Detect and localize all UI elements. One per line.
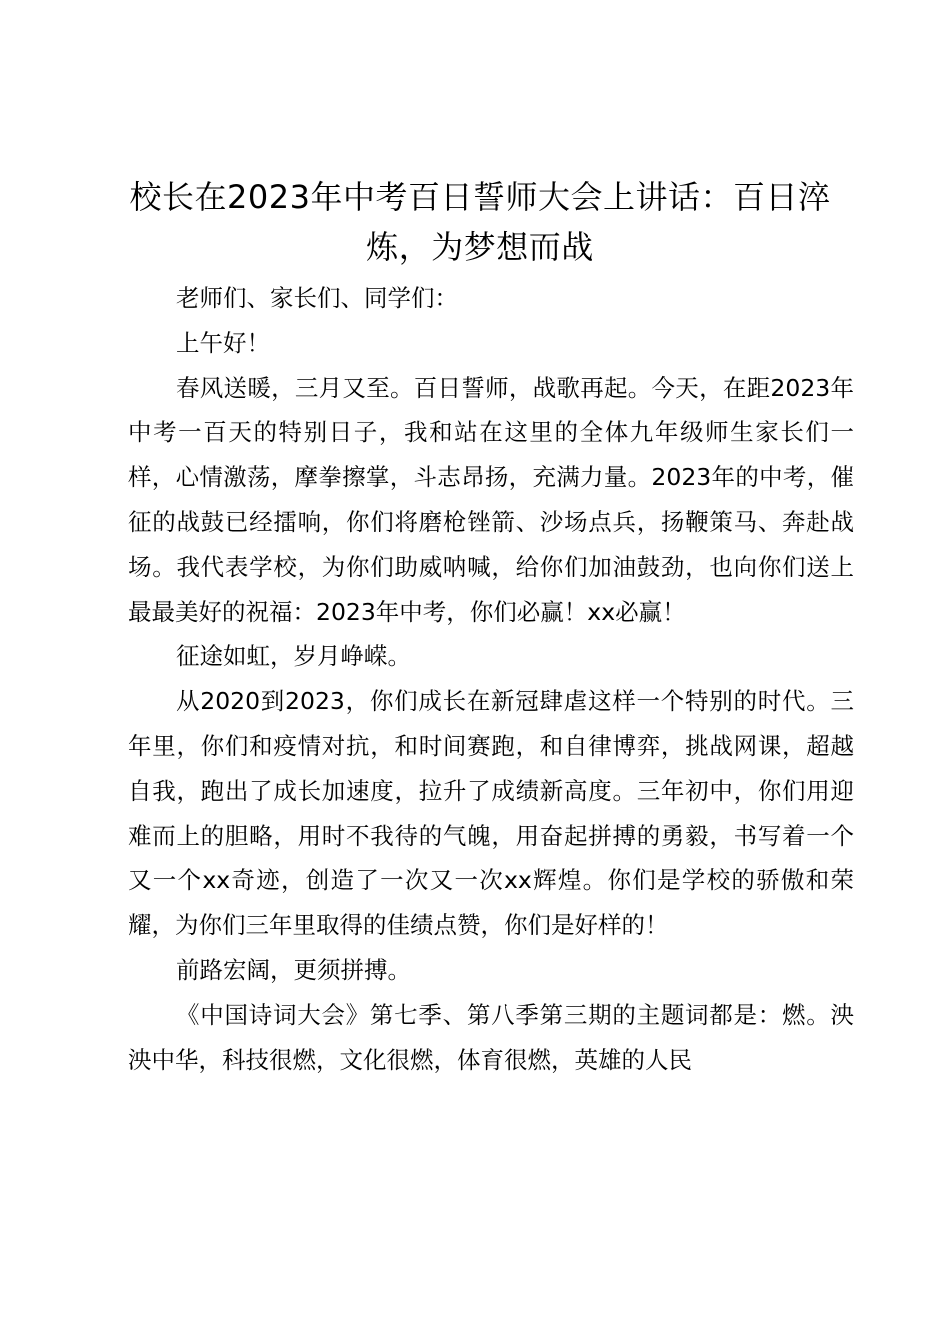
document-title: 校长在2023年中考百日誓师大会上讲话：百日淬炼，为梦想而战 [129,178,831,266]
paragraph: 《中国诗词大会》第七季、第八季第三期的主题词都是：燃。泱泱中华，科技很燃，文化很燃，体育很燃，英雄的人民 [128,1000,854,1074]
document-body [128,276,854,1082]
paragraph: 前路宏阔，更须拼搏。 [176,955,411,984]
paragraph: 春风送暖，三月又至。百日誓师，战歌再起。今天，在距2023年中考一百天的特别日子，我和站在这里的全体九年级师生家长们一样，心情激荡，摩拳擦掌，斗志昂扬，充满力量。2023年的中考，催征的战鼓已经擂响，你们将磨枪锉箭、沙场点兵，扬鞭策马、奔赴战场。我代表学校，为你们助威呐喊，给你们加油鼓劲，也向你们送上最最美好的祝福：2023年中考，你们必赢！xx必赢！ [128,373,854,626]
paragraph: 从2020到2023，你们成长在新冠肆虐这样一个特别的时代。三年里，你们和疫情对抗，和时间赛跑，和自律博弈，挑战网课，超越自我，跑出了成长加速度，拉升了成绩新高度。三年初中，你们用迎难而上的胆略，用时不我待的气魄，用奋起拼搏的勇毅，书写着一个又一个xx奇迹，创造了一次又一次xx辉煌。你们是学校的骄傲和荣耀，为你们三年里取得的佳绩点赞，你们是好样的！ [128,687,854,940]
paragraph-greeting: 上午好！ [176,328,270,357]
paragraph: 征途如虹，岁月峥嵘。 [176,642,411,671]
paragraph-salutation: 老师们、家长们、同学们： [176,284,458,312]
